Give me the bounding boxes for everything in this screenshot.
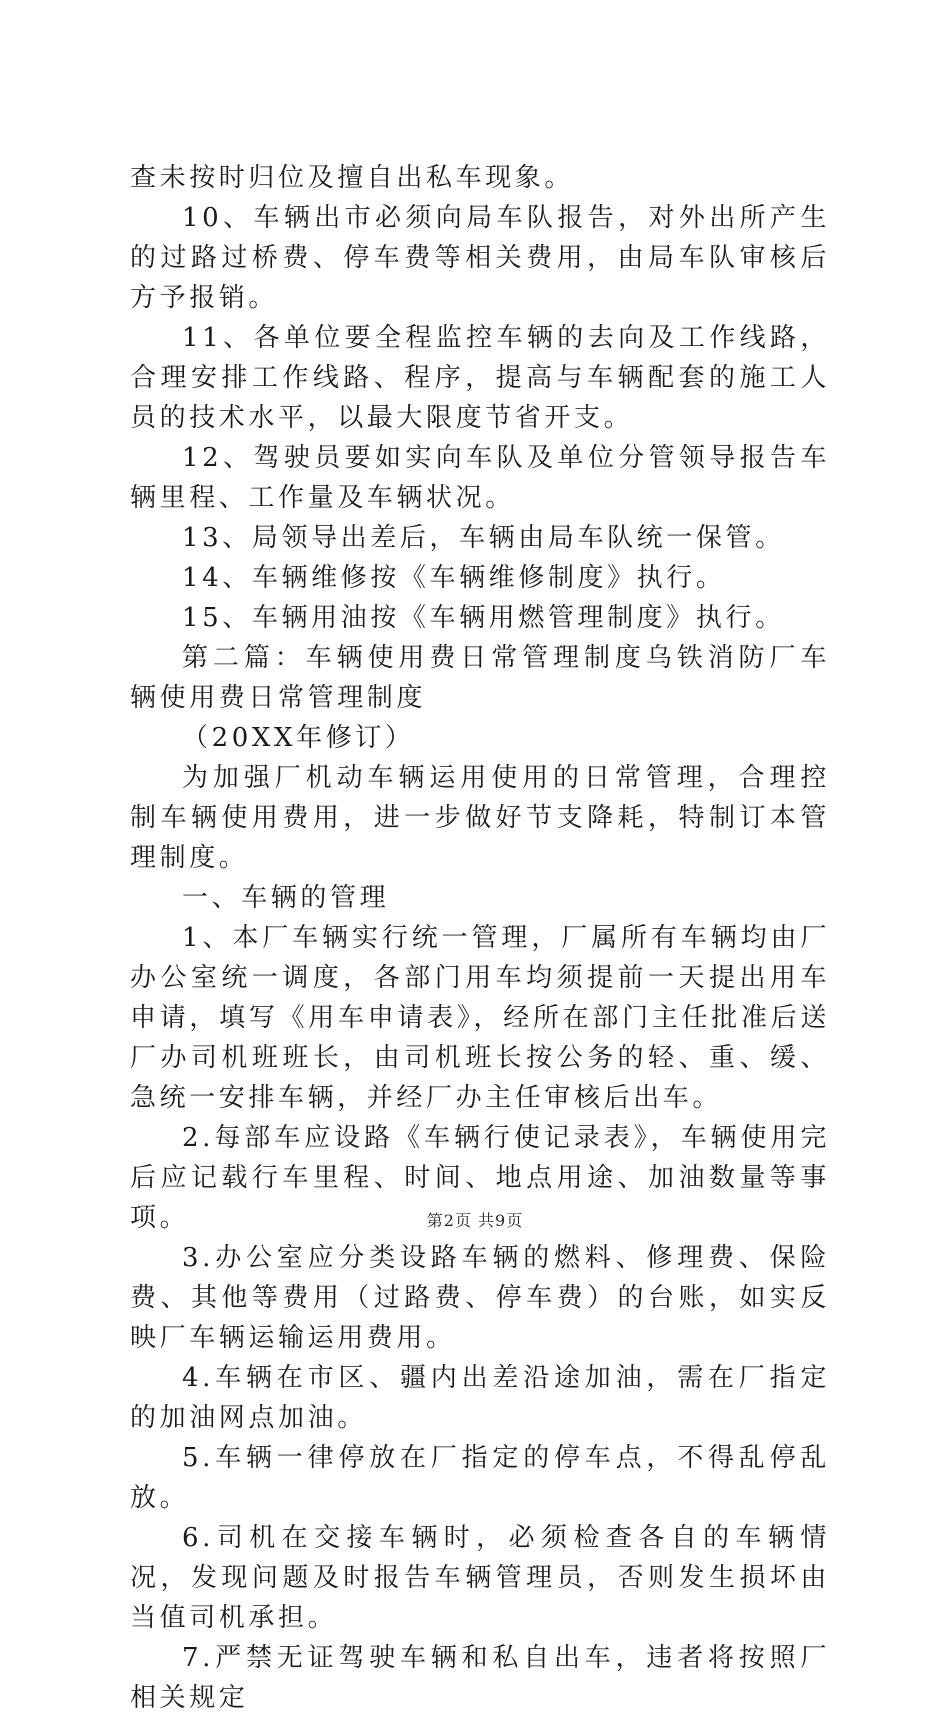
paragraph: 5.车辆一律停放在厂指定的停车点，不得乱停乱放。 [130, 1443, 830, 1513]
paragraph: 为加强厂机动车辆运用使用的日常管理，合理控制车辆使用费用，进一步做好节支降耗，特制订本管理制度。 [130, 763, 830, 873]
paragraph: 第二篇：车辆使用费日常管理制度乌铁消防厂车辆使用费日常管理制度 [130, 643, 830, 713]
paragraph: 2.每部车应设路《车辆行使记录表》，车辆使用完后应记载行车里程、时间、地点用途、加油数量等事项。 [130, 1123, 830, 1233]
paragraph: 6.司机在交接车辆时，必须检查各自的车辆情况，发现问题及时报告车辆管理员，否则发生损坏由当值司机承担。 [130, 1523, 830, 1633]
paragraph: 一、车辆的管理 [182, 883, 390, 913]
page-number-label: 第2页 共9页 [426, 1211, 524, 1230]
document-body [130, 158, 830, 1718]
paragraph: 3.办公室应分类设路车辆的燃料、修理费、保险费、其他等费用（过路费、停车费）的台账，如实反映厂车辆运输运用费用。 [130, 1243, 830, 1353]
paragraph: 13、局领导出差后，车辆由局车队统一保管。 [182, 523, 785, 553]
paragraph: 4.车辆在市区、疆内出差沿途加油，需在厂指定的加油网点加油。 [130, 1363, 830, 1433]
paragraph: 10、车辆出市必须向局车队报告，对外出所产生的过路过桥费、停车费等相关费用，由局车队审核后方予报销。 [130, 203, 830, 313]
paragraph: 11、各单位要全程监控车辆的去向及工作线路，合理安排工作线路、程序，提高与车辆配套的施工人员的技术水平，以最大限度节省开支。 [130, 323, 830, 433]
paragraph: 14、车辆维修按《车辆维修制度》执行。 [182, 563, 726, 593]
paragraph: 7.严禁无证驾驶车辆和私自出车，违者将按照厂相关规定 [130, 1643, 830, 1713]
paragraph: 查未按时归位及擅自出私车现象。 [130, 163, 575, 193]
paragraph: 12、驾驶员要如实向车队及单位分管领导报告车辆里程、工作量及车辆状况。 [130, 443, 830, 513]
paragraph: （20XX年修订） [182, 723, 415, 753]
paragraph: 15、车辆用油按《车辆用燃管理制度》执行。 [182, 603, 785, 633]
page-footer [0, 1208, 950, 1231]
paragraph: 1、本厂车辆实行统一管理，厂属所有车辆均由厂办公室统一调度，各部门用车均须提前一天提出用车申请，填写《用车申请表》，经所在部门主任批准后送厂办司机班班长，由司机班长按公务的轻、重、缓、急统一安排车辆，并经厂办主任审核后出车。 [130, 923, 830, 1113]
